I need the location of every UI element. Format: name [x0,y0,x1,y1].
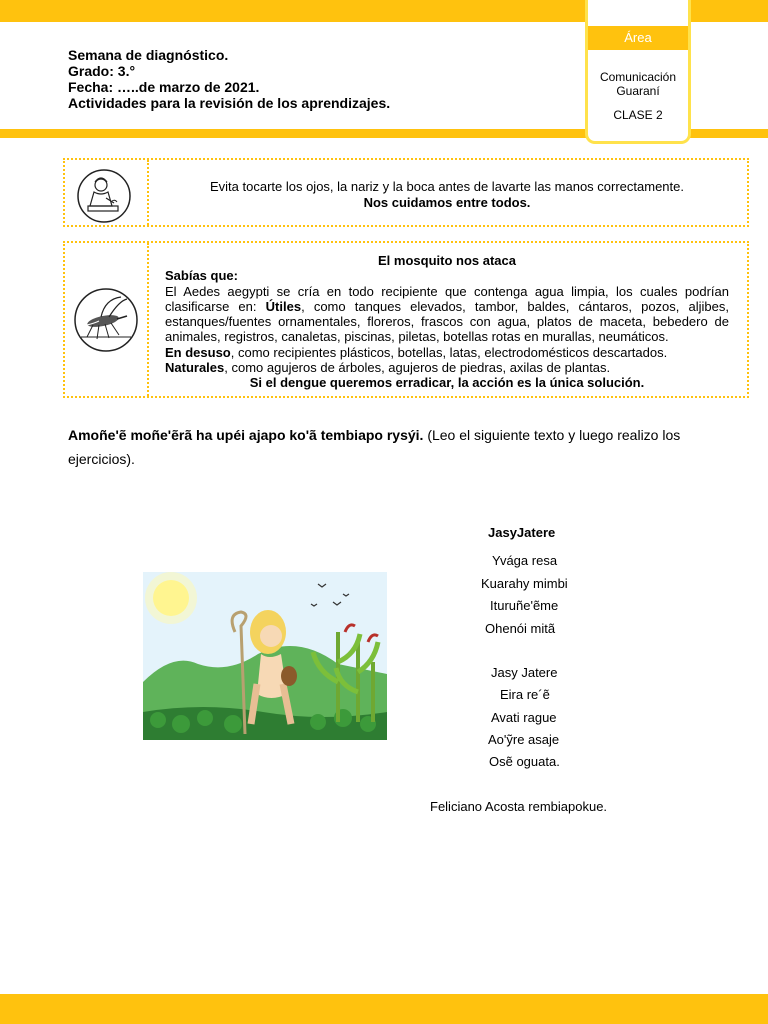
poem-line: Jasy Jatere [491,665,558,680]
hygiene-tip-line1: Evita tocarte los ojos, la nariz y la boca antes de lavarte las manos correctamente. [209,179,684,194]
box-divider [147,243,149,396]
area-badge [585,0,691,144]
document-header [68,47,390,111]
area-subject [588,70,688,98]
area-subject-line1: Comunicación [599,70,677,84]
box-divider [147,160,149,225]
poem-line: Avati rague [491,710,557,725]
bottom-accent-bar [0,994,768,1024]
mosquito-title: El mosquito nos ataca [378,253,516,268]
hygiene-tip-text [151,179,743,211]
poem-line: Osẽ oguata. [489,754,560,769]
area-dots: • • [630,6,646,16]
mosquito-info-text [165,253,729,391]
header-date: Fecha: …..de marzo de 2021. [68,79,260,95]
header-week: Semana de diagnóstico. [68,47,229,63]
utiles-label: Útiles [265,298,302,314]
naturales-text: , como agujeros de árboles, agujeros de piedras, axilas de plantas. [224,360,611,376]
poem-line: Ao'ỹre asaje [488,732,560,747]
handwashing-person-icon [76,168,132,229]
instruction-guarani: Amoñe'ẽ moñe'ẽrã ha upéi ajapo ko'ã tembiapo rysýi. [68,427,424,443]
utiles-text: , como tanques elevados, tambor, baldes, cántaros, pozos, aljibes, estanques/fuentes ornamentales, floreros, frascos con agua, platos de maceta, bebedero de animales, registros, canaletas, piscinas, piletas, botellas rotas en murallas, neumáticos. [165,298,729,345]
poem-author: Feliciano Acosta rembiapokue. [430,799,608,814]
poem-title: JasyJatere [488,525,556,540]
header-activities: Actividades para la revisión de los aprendizajes. [68,95,391,111]
poem-line: Ituruñe'ẽme [490,598,559,613]
mosquito-intro: El Aedes aegypti se cría en todo recipiente que contenga agua limpia, los cuales podrían clasificarse en: [165,283,729,314]
hygiene-tip-box [63,158,749,227]
desuso-text: , como recipientes plásticos, botellas, latas, electrodomésticos descartados. [230,344,668,360]
naturales-label: Naturales [165,360,225,376]
poem-line: Kuarahy mimbi [481,576,568,591]
jasy-jatere-illustration [143,572,387,740]
mosquito-icon [73,287,139,358]
mosquito-info-box [63,241,749,398]
area-label: Área [588,26,688,50]
mosquito-paragraph [165,284,729,345]
poem-line: Eira re´ẽ [500,687,550,702]
mosquito-closing: Si el dengue queremos erradicar, la acción es la única solución. [249,375,645,391]
poem-line: Yvága resa [492,553,558,568]
poem-line: Ohenói mitã [485,621,556,636]
reading-instruction [68,423,708,471]
hygiene-tip-line2: Nos cuidamos entre todos. [363,195,531,210]
desuso-label: En desuso [165,344,231,360]
area-subject-line2: Guaraní [616,84,660,98]
naturales-paragraph [165,360,729,375]
mosquito-subtitle: Sabías que: [165,268,238,284]
area-class: CLASE 2 [613,108,663,122]
desuso-paragraph [165,345,729,360]
header-grade: Grado: 3.° [68,63,136,79]
instruction-spanish: (Leo el siguiente texto y luego realizo los ejercicios). [68,427,681,467]
